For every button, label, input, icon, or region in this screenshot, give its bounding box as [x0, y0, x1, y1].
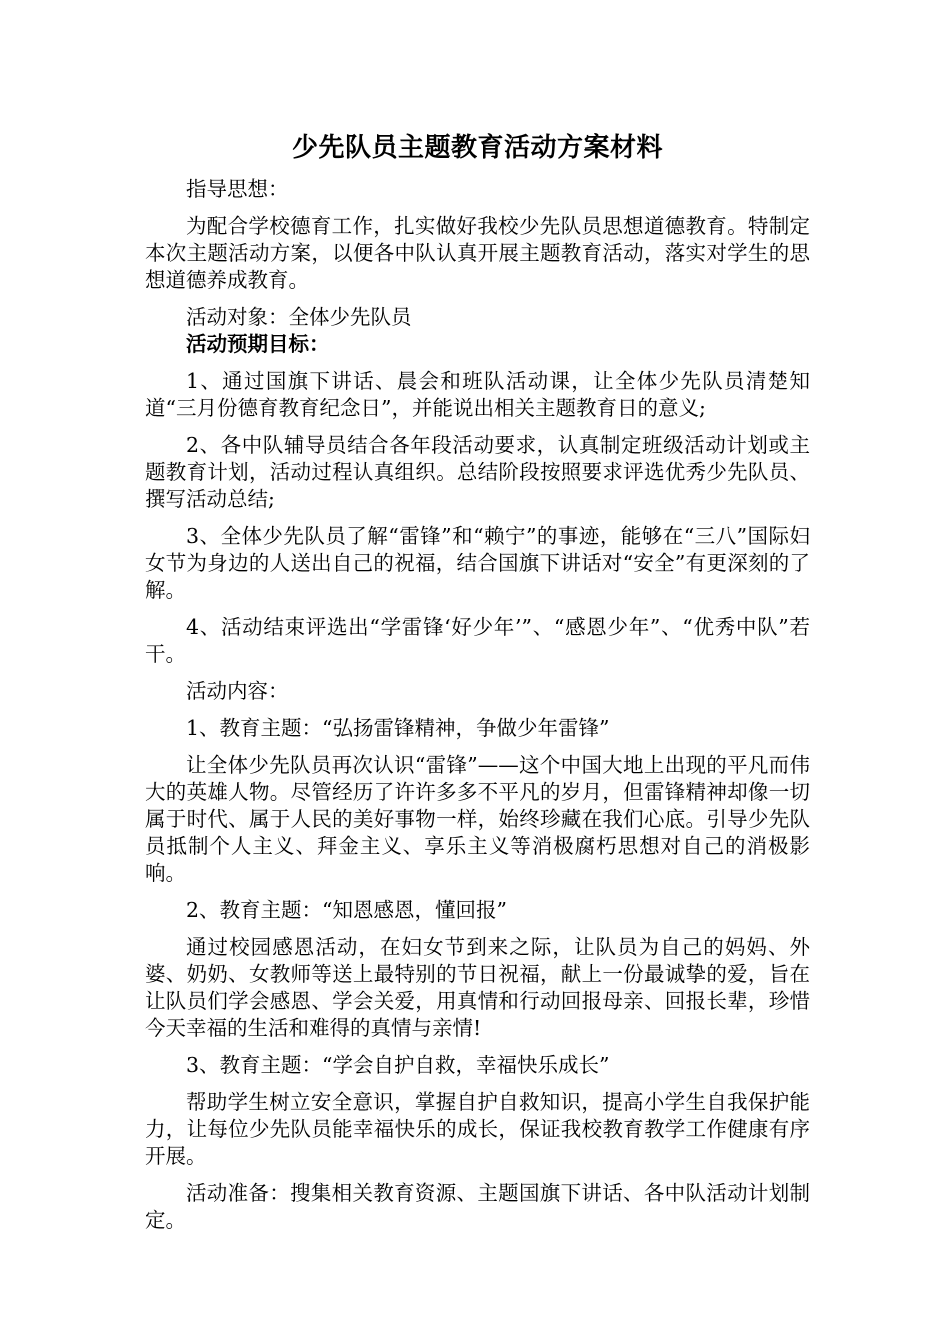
guiding-ideology-text: 为配合学校德育工作，扎实做好我校少先队员思想道德教育。特制定本次主题活动方案，以便各中队认真开展主题教育活动，落实对学生的思想道德养成教育。 [145, 214, 810, 292]
theme-3-text: 帮助学生树立安全意识，掌握自护自救知识，提高小学生自我保护能力，让每位少先队员能幸福快乐的成长，保证我校教育教学工作健康有序开展。 [145, 1090, 810, 1168]
expected-goals-heading: 活动预期目标： [186, 332, 330, 356]
theme-1-text: 让全体少先队员再次认识“雷锋”——这个中国大地上出现的平凡而伟大的英雄人物。尽管经历了许许多多不平凡的岁月，但雷锋精神却像一切属于时代、属于人民的美好事物一样，始终珍藏在我们心底。引导少先队员抵制个人主义、拜金主义、享乐主义等消极腐朽思想对自己的消极影响。 [145, 753, 810, 885]
activity-content-heading: 活动内容： [186, 679, 289, 703]
theme-3-heading: 3、教育主题：“学会自护自救，幸福快乐成长” [186, 1053, 610, 1077]
guiding-ideology-heading: 指导思想： [186, 177, 289, 201]
activity-preparation: 活动准备：搜集相关教育资源、主题国旗下讲话、各中队活动计划制定。 [145, 1181, 810, 1232]
goal-item-2: 2、各中队辅导员结合各年段活动要求，认真制定班级活动计划或主题教育计划，活动过程认真组织。总结阶段按照要求评选优秀少先队员、撰写活动总结; [145, 433, 810, 511]
theme-1-heading: 1、教育主题：“弘扬雷锋精神，争做少年雷锋” [186, 716, 610, 740]
theme-2-text: 通过校园感恩活动，在妇女节到来之际，让队员为自己的妈妈、外婆、奶奶、女教师等送上最特别的节日祝福，献上一份最诚挚的爱，旨在让队员们学会感恩、学会关爱，用真情和行动回报母亲、回报长辈，珍惜今天幸福的生活和难得的真情与亲情! [145, 935, 810, 1040]
goal-item-1: 1、通过国旗下讲话、晨会和班队活动课，让全体少先队员清楚知道“三月份德育教育纪念日”，并能说出相关主题教育日的意义; [145, 369, 810, 420]
document-title: 少先队员主题教育活动方案材料 [291, 133, 663, 163]
theme-2-heading: 2、教育主题：“知恩感恩，懂回报” [186, 898, 508, 922]
goal-item-3: 3、全体少先队员了解“雷锋”和“赖宁”的事迹，能够在“三八”国际妇女节为身边的人送出自己的祝福，结合国旗下讲话对“安全”有更深刻的了解。 [145, 524, 810, 602]
activity-target: 活动对象：全体少先队员 [186, 305, 412, 329]
document-page [145, 128, 810, 1244]
goal-item-4: 4、活动结束评选出“学雷锋‘好少年’”、“感恩少年”、“优秀中队”若干。 [145, 615, 810, 666]
